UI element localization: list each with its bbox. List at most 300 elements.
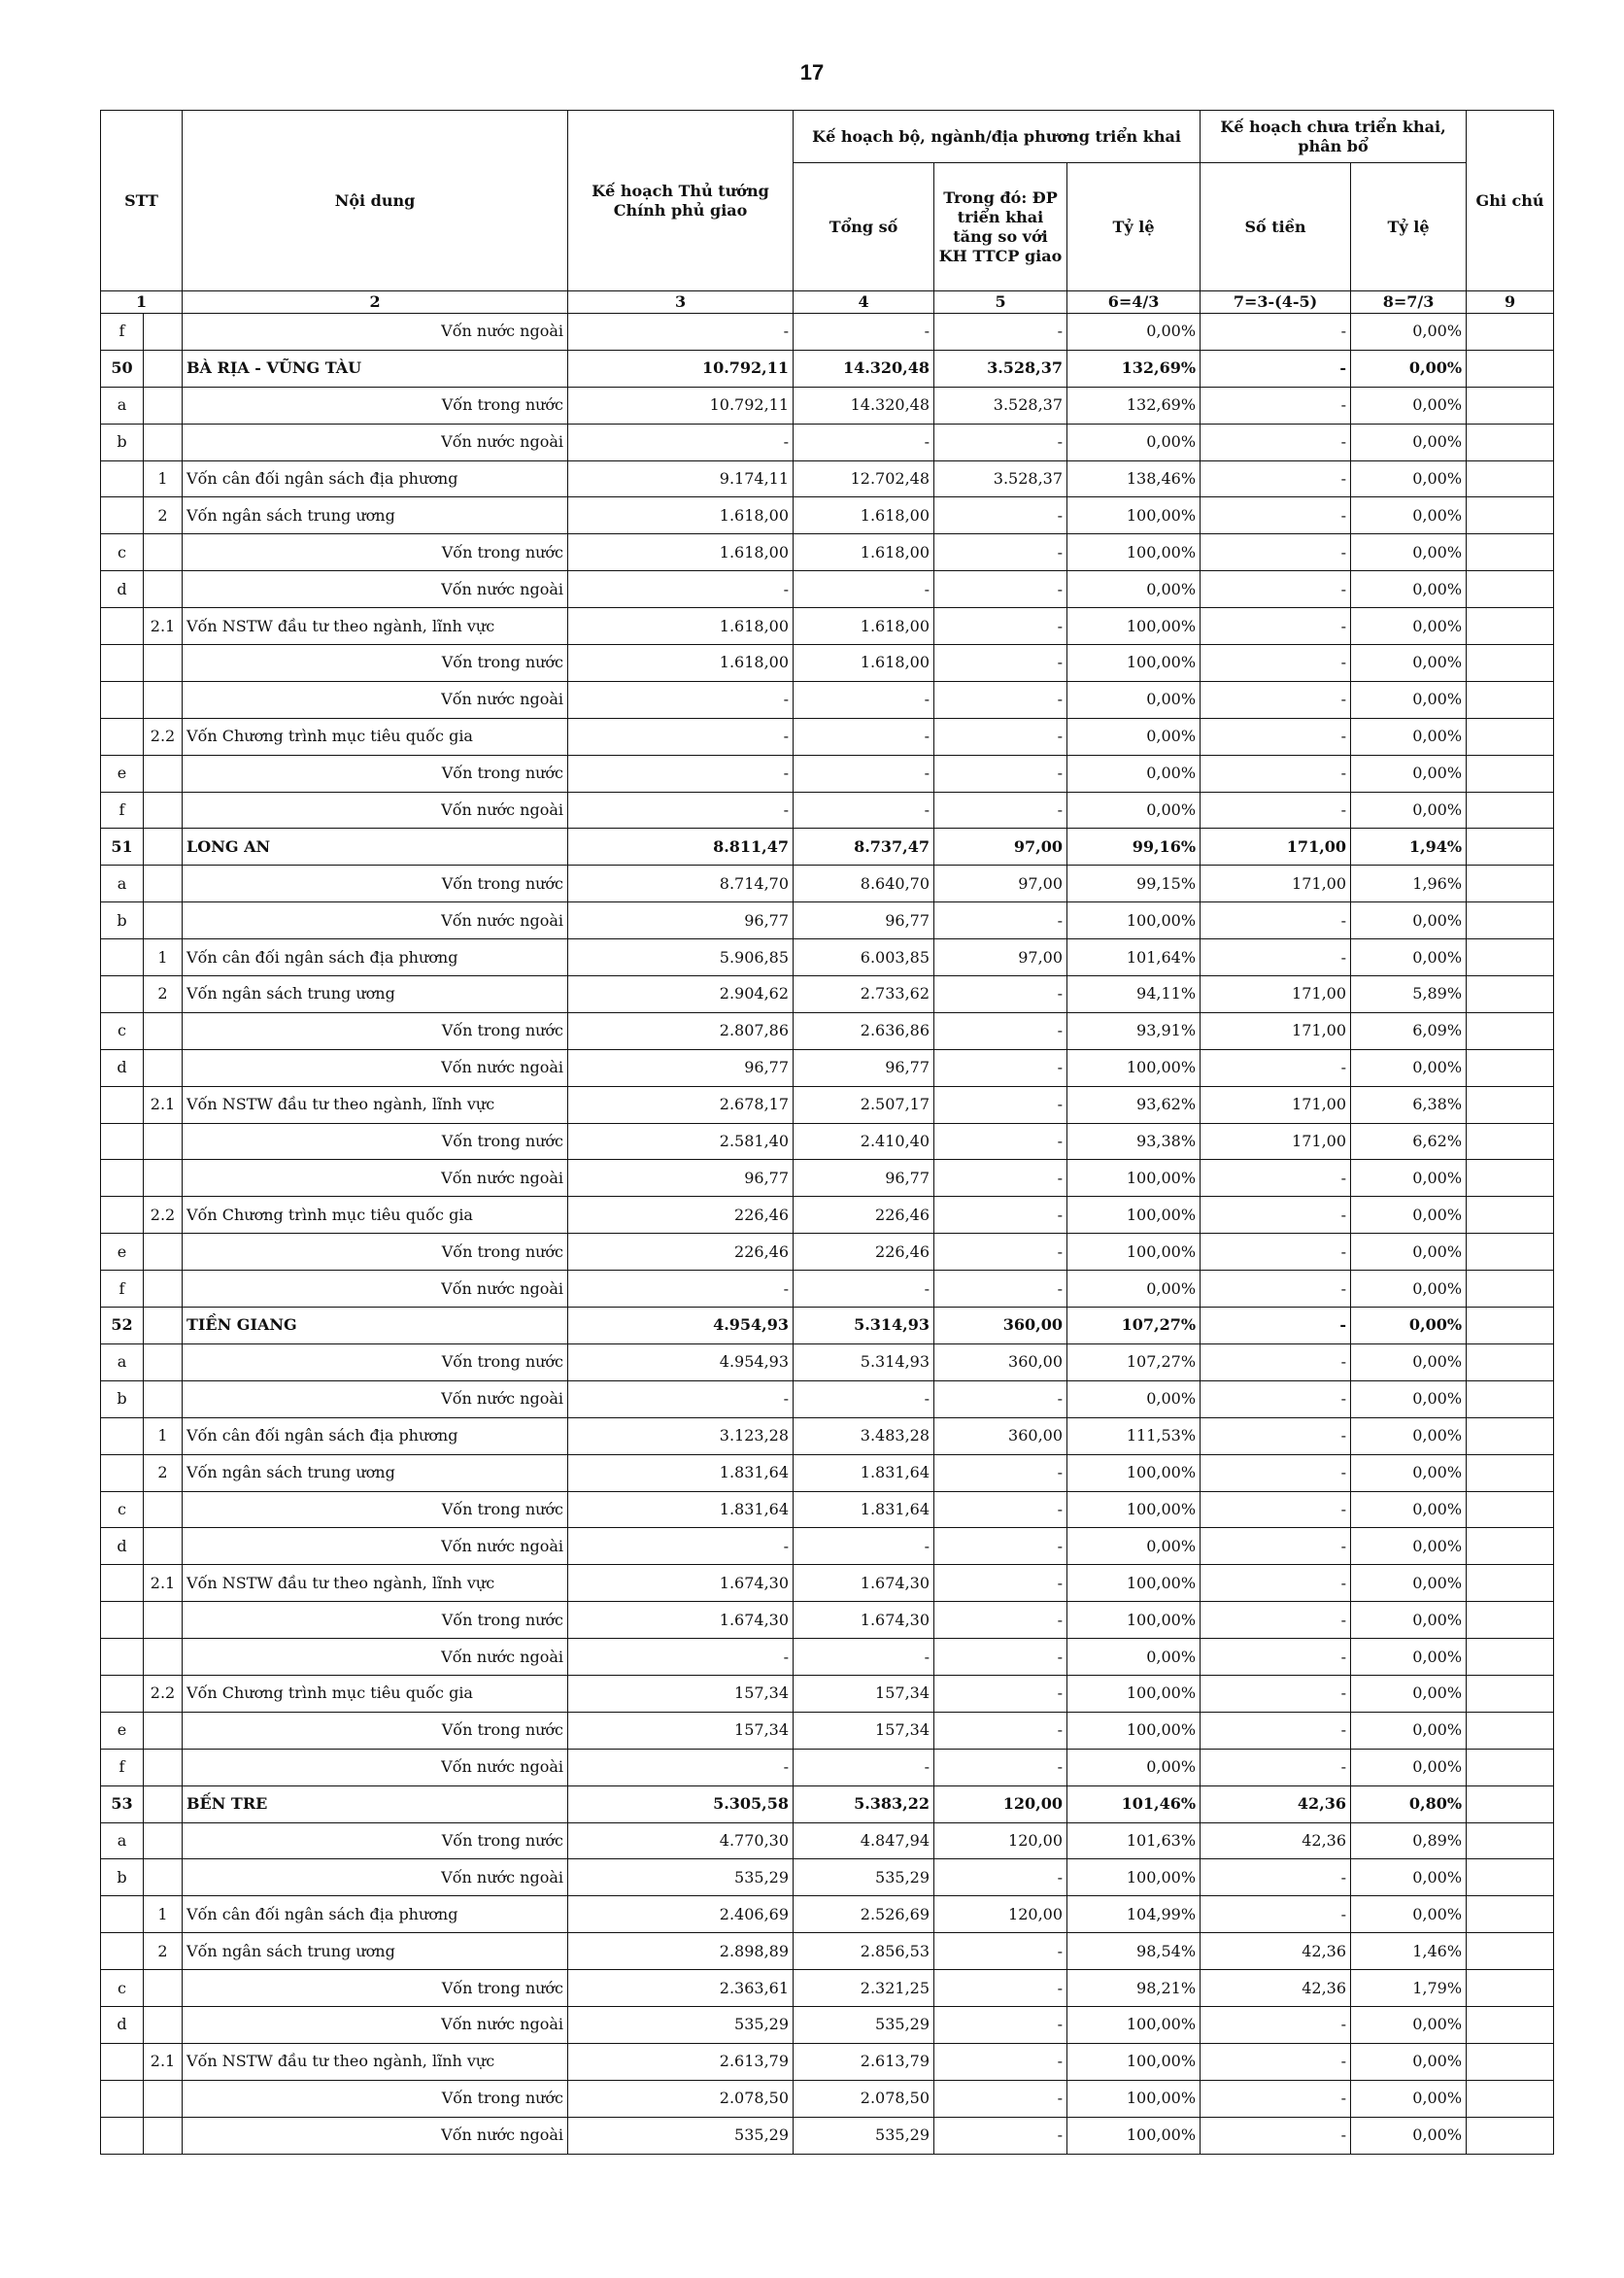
row-tong-so: 6.003,85 bbox=[794, 939, 934, 976]
row-tong-so: 3.483,28 bbox=[794, 1417, 934, 1454]
row-ty-le-2: 0,00% bbox=[1351, 314, 1467, 351]
row-stt: a bbox=[101, 1343, 144, 1380]
row-tang-so-voi-kh: - bbox=[934, 1197, 1067, 1234]
column-number-row bbox=[101, 291, 1554, 314]
row-tong-so: 2.078,50 bbox=[794, 2080, 934, 2117]
row-sub-index: 2 bbox=[144, 497, 183, 534]
row-content: Vốn Chương trình mục tiêu quốc gia bbox=[183, 1675, 568, 1712]
row-ty-le-2: 5,89% bbox=[1351, 976, 1467, 1013]
row-ty-le: 0,00% bbox=[1067, 1271, 1201, 1308]
row-tang-so-voi-kh: - bbox=[934, 1859, 1067, 1896]
row-ty-le-2: 0,00% bbox=[1351, 1271, 1467, 1308]
table-row bbox=[101, 1454, 1554, 1491]
row-ty-le-2: 0,00% bbox=[1351, 1565, 1467, 1602]
row-content: Vốn nước ngoài bbox=[183, 1749, 568, 1785]
row-tang-so-voi-kh: - bbox=[934, 1086, 1067, 1123]
row-content: Vốn ngân sách trung ương bbox=[183, 1454, 568, 1491]
row-sub-index bbox=[144, 314, 183, 351]
row-tong-so: 2.856,53 bbox=[794, 1933, 934, 1970]
row-tong-so: 2.410,40 bbox=[794, 1123, 934, 1160]
row-ty-le: 100,00% bbox=[1067, 2043, 1201, 2080]
row-ty-le-2: 1,94% bbox=[1351, 829, 1467, 866]
row-ghi-chu bbox=[1467, 497, 1554, 534]
row-tong-so: - bbox=[794, 681, 934, 718]
row-content: Vốn nước ngoài bbox=[183, 424, 568, 460]
row-ke-hoach-ttcp: 1.831,64 bbox=[568, 1491, 794, 1528]
row-sub-index bbox=[144, 866, 183, 902]
row-so-tien: - bbox=[1201, 2117, 1351, 2154]
row-sub-index bbox=[144, 387, 183, 424]
row-ghi-chu bbox=[1467, 2006, 1554, 2043]
row-stt bbox=[101, 1565, 144, 1602]
row-stt: c bbox=[101, 1491, 144, 1528]
table-row bbox=[101, 1970, 1554, 2007]
row-ty-le: 0,00% bbox=[1067, 718, 1201, 755]
row-so-tien: - bbox=[1201, 460, 1351, 497]
row-ke-hoach-ttcp: - bbox=[568, 755, 794, 792]
row-so-tien: - bbox=[1201, 2043, 1351, 2080]
row-sub-index bbox=[144, 350, 183, 387]
row-tong-so: 5.314,93 bbox=[794, 1343, 934, 1380]
row-ghi-chu bbox=[1467, 424, 1554, 460]
row-content: Vốn NSTW đầu tư theo ngành, lĩnh vực bbox=[183, 608, 568, 645]
row-ty-le: 98,54% bbox=[1067, 1933, 1201, 1970]
row-sub-index bbox=[144, 424, 183, 460]
row-tong-so: 2.507,17 bbox=[794, 1086, 934, 1123]
row-tong-so: 5.314,93 bbox=[794, 1308, 934, 1344]
row-so-tien: 171,00 bbox=[1201, 829, 1351, 866]
row-tang-so-voi-kh: - bbox=[934, 571, 1067, 608]
row-ty-le: 93,62% bbox=[1067, 1086, 1201, 1123]
row-ty-le: 100,00% bbox=[1067, 608, 1201, 645]
row-ty-le: 94,11% bbox=[1067, 976, 1201, 1013]
row-tang-so-voi-kh: 97,00 bbox=[934, 939, 1067, 976]
row-stt: f bbox=[101, 1271, 144, 1308]
row-content: Vốn trong nước bbox=[183, 866, 568, 902]
row-stt bbox=[101, 2043, 144, 2080]
province-row bbox=[101, 1308, 1554, 1344]
row-content: Vốn NSTW đầu tư theo ngành, lĩnh vực bbox=[183, 2043, 568, 2080]
row-sub-index: 2.1 bbox=[144, 1565, 183, 1602]
row-ty-le-2: 1,96% bbox=[1351, 866, 1467, 902]
row-tang-so-voi-kh: - bbox=[934, 755, 1067, 792]
row-stt: a bbox=[101, 387, 144, 424]
row-tong-so: - bbox=[794, 1528, 934, 1565]
row-stt bbox=[101, 1160, 144, 1197]
row-so-tien: - bbox=[1201, 1565, 1351, 1602]
row-ghi-chu bbox=[1467, 2117, 1554, 2154]
row-tong-so: 2.321,25 bbox=[794, 1970, 934, 2007]
row-tong-so: 5.383,22 bbox=[794, 1785, 934, 1822]
row-tang-so-voi-kh: - bbox=[934, 1712, 1067, 1749]
row-ke-hoach-ttcp: - bbox=[568, 718, 794, 755]
row-ke-hoach-ttcp: 10.792,11 bbox=[568, 350, 794, 387]
row-ke-hoach-ttcp: 1.618,00 bbox=[568, 497, 794, 534]
row-ke-hoach-ttcp: 5.305,58 bbox=[568, 1785, 794, 1822]
row-so-tien: 171,00 bbox=[1201, 1123, 1351, 1160]
row-sub-index bbox=[144, 2080, 183, 2117]
table-row bbox=[101, 792, 1554, 829]
column-number: 7=3-(4-5) bbox=[1201, 291, 1351, 314]
row-sub-index bbox=[144, 2006, 183, 2043]
row-tang-so-voi-kh: - bbox=[934, 2043, 1067, 2080]
row-tong-so: 96,77 bbox=[794, 1160, 934, 1197]
row-ghi-chu bbox=[1467, 608, 1554, 645]
row-ty-le-2: 6,09% bbox=[1351, 1012, 1467, 1049]
row-tang-so-voi-kh: 360,00 bbox=[934, 1417, 1067, 1454]
row-sub-index bbox=[144, 681, 183, 718]
row-tang-so-voi-kh: - bbox=[934, 2006, 1067, 2043]
row-tong-so: 157,34 bbox=[794, 1675, 934, 1712]
row-stt: a bbox=[101, 866, 144, 902]
row-tang-so-voi-kh: 360,00 bbox=[934, 1343, 1067, 1380]
row-ty-le-2: 6,38% bbox=[1351, 1086, 1467, 1123]
row-stt bbox=[101, 460, 144, 497]
row-stt bbox=[101, 1417, 144, 1454]
row-tang-so-voi-kh: - bbox=[934, 1160, 1067, 1197]
row-sub-index: 1 bbox=[144, 939, 183, 976]
row-sub-index bbox=[144, 1123, 183, 1160]
row-tang-so-voi-kh: - bbox=[934, 1380, 1067, 1417]
row-content: Vốn nước ngoài bbox=[183, 2117, 568, 2154]
row-content: Vốn trong nước bbox=[183, 534, 568, 571]
header-group-chua-trien-khai: Kế hoạch chưa triển khai, phân bổ bbox=[1201, 111, 1467, 163]
row-content: Vốn trong nước bbox=[183, 755, 568, 792]
row-ke-hoach-ttcp: - bbox=[568, 314, 794, 351]
row-so-tien: - bbox=[1201, 1234, 1351, 1271]
row-ke-hoach-ttcp: 226,46 bbox=[568, 1234, 794, 1271]
row-tong-so: 2.526,69 bbox=[794, 1896, 934, 1933]
row-stt bbox=[101, 608, 144, 645]
row-ty-le-2: 6,62% bbox=[1351, 1123, 1467, 1160]
table-row bbox=[101, 1160, 1554, 1197]
row-tong-so: - bbox=[794, 1749, 934, 1785]
row-tong-so: 1.618,00 bbox=[794, 497, 934, 534]
row-so-tien: - bbox=[1201, 571, 1351, 608]
row-content: Vốn nước ngoài bbox=[183, 902, 568, 939]
row-content: BÀ RỊA - VŨNG TÀU bbox=[183, 350, 568, 387]
row-ty-le-2: 0,00% bbox=[1351, 1859, 1467, 1896]
row-sub-index bbox=[144, 1234, 183, 1271]
row-tang-so-voi-kh: - bbox=[934, 314, 1067, 351]
row-ghi-chu bbox=[1467, 1896, 1554, 1933]
table-row bbox=[101, 314, 1554, 351]
row-ty-le-2: 0,80% bbox=[1351, 1785, 1467, 1822]
row-ghi-chu bbox=[1467, 1822, 1554, 1859]
row-so-tien: - bbox=[1201, 1602, 1351, 1639]
row-stt: d bbox=[101, 1049, 144, 1086]
row-tong-so: 1.618,00 bbox=[794, 534, 934, 571]
row-stt: f bbox=[101, 1749, 144, 1785]
row-ty-le-2: 0,00% bbox=[1351, 645, 1467, 682]
row-ke-hoach-ttcp: - bbox=[568, 1639, 794, 1676]
row-so-tien: - bbox=[1201, 608, 1351, 645]
row-so-tien: - bbox=[1201, 939, 1351, 976]
row-ty-le: 0,00% bbox=[1067, 424, 1201, 460]
row-ty-le: 100,00% bbox=[1067, 1197, 1201, 1234]
row-sub-index: 2 bbox=[144, 1454, 183, 1491]
row-ty-le-2: 0,00% bbox=[1351, 571, 1467, 608]
row-tong-so: 96,77 bbox=[794, 902, 934, 939]
row-ke-hoach-ttcp: 226,46 bbox=[568, 1197, 794, 1234]
row-tong-so: - bbox=[794, 1639, 934, 1676]
row-ke-hoach-ttcp: 4.954,93 bbox=[568, 1343, 794, 1380]
row-ghi-chu bbox=[1467, 902, 1554, 939]
row-ty-le-2: 0,00% bbox=[1351, 1896, 1467, 1933]
row-content: Vốn nước ngoài bbox=[183, 314, 568, 351]
row-sub-index bbox=[144, 1528, 183, 1565]
row-stt bbox=[101, 2117, 144, 2154]
row-ghi-chu bbox=[1467, 1086, 1554, 1123]
row-stt bbox=[101, 1896, 144, 1933]
row-stt: 50 bbox=[101, 350, 144, 387]
row-ke-hoach-ttcp: 535,29 bbox=[568, 2006, 794, 2043]
table-body bbox=[101, 314, 1554, 2155]
row-ke-hoach-ttcp: 2.363,61 bbox=[568, 1970, 794, 2007]
row-tang-so-voi-kh: 3.528,37 bbox=[934, 460, 1067, 497]
row-tong-so: 1.831,64 bbox=[794, 1491, 934, 1528]
row-ke-hoach-ttcp: 1.831,64 bbox=[568, 1454, 794, 1491]
row-tong-so: 1.618,00 bbox=[794, 645, 934, 682]
row-sub-index bbox=[144, 571, 183, 608]
row-sub-index: 2.2 bbox=[144, 1675, 183, 1712]
table-row bbox=[101, 1234, 1554, 1271]
table-row bbox=[101, 571, 1554, 608]
row-tang-so-voi-kh: - bbox=[934, 792, 1067, 829]
row-ke-hoach-ttcp: 1.674,30 bbox=[568, 1602, 794, 1639]
row-stt bbox=[101, 1675, 144, 1712]
row-tong-so: 226,46 bbox=[794, 1234, 934, 1271]
row-tong-so: 8.737,47 bbox=[794, 829, 934, 866]
row-so-tien: - bbox=[1201, 387, 1351, 424]
row-tang-so-voi-kh: - bbox=[934, 902, 1067, 939]
row-so-tien: - bbox=[1201, 497, 1351, 534]
row-ke-hoach-ttcp: 2.078,50 bbox=[568, 2080, 794, 2117]
row-stt: 52 bbox=[101, 1308, 144, 1344]
row-ghi-chu bbox=[1467, 1785, 1554, 1822]
row-so-tien: - bbox=[1201, 1528, 1351, 1565]
row-content: Vốn nước ngoài bbox=[183, 681, 568, 718]
row-ghi-chu bbox=[1467, 1491, 1554, 1528]
table-row bbox=[101, 1380, 1554, 1417]
row-sub-index bbox=[144, 1343, 183, 1380]
row-ke-hoach-ttcp: 1.674,30 bbox=[568, 1565, 794, 1602]
row-so-tien: - bbox=[1201, 1308, 1351, 1344]
table-row bbox=[101, 1417, 1554, 1454]
row-sub-index bbox=[144, 1785, 183, 1822]
row-stt bbox=[101, 681, 144, 718]
row-tong-so: 535,29 bbox=[794, 2117, 934, 2154]
row-content: Vốn trong nước bbox=[183, 645, 568, 682]
table-row bbox=[101, 1639, 1554, 1676]
row-sub-index bbox=[144, 2117, 183, 2154]
row-ty-le: 93,38% bbox=[1067, 1123, 1201, 1160]
row-content: Vốn NSTW đầu tư theo ngành, lĩnh vực bbox=[183, 1086, 568, 1123]
row-tang-so-voi-kh: - bbox=[934, 1602, 1067, 1639]
row-stt bbox=[101, 2080, 144, 2117]
row-so-tien: - bbox=[1201, 1491, 1351, 1528]
row-ty-le-2: 0,00% bbox=[1351, 681, 1467, 718]
row-sub-index bbox=[144, 829, 183, 866]
row-stt: b bbox=[101, 1859, 144, 1896]
row-stt bbox=[101, 1602, 144, 1639]
row-tong-so: 226,46 bbox=[794, 1197, 934, 1234]
row-ghi-chu bbox=[1467, 534, 1554, 571]
row-stt: b bbox=[101, 902, 144, 939]
row-sub-index: 1 bbox=[144, 1417, 183, 1454]
row-tang-so-voi-kh: 97,00 bbox=[934, 829, 1067, 866]
row-sub-index: 2.1 bbox=[144, 608, 183, 645]
row-tang-so-voi-kh: - bbox=[934, 1271, 1067, 1308]
row-tong-so: 535,29 bbox=[794, 1859, 934, 1896]
row-stt bbox=[101, 645, 144, 682]
table-row bbox=[101, 718, 1554, 755]
row-ty-le-2: 0,00% bbox=[1351, 2006, 1467, 2043]
row-so-tien: - bbox=[1201, 1749, 1351, 1785]
row-so-tien: 171,00 bbox=[1201, 976, 1351, 1013]
row-tang-so-voi-kh: 120,00 bbox=[934, 1822, 1067, 1859]
row-tang-so-voi-kh: - bbox=[934, 1970, 1067, 2007]
row-ke-hoach-ttcp: 535,29 bbox=[568, 2117, 794, 2154]
row-content: TIỀN GIANG bbox=[183, 1308, 568, 1344]
row-ghi-chu bbox=[1467, 976, 1554, 1013]
row-content: Vốn trong nước bbox=[183, 1712, 568, 1749]
row-ke-hoach-ttcp: 535,29 bbox=[568, 1859, 794, 1896]
row-content: Vốn cân đối ngân sách địa phương bbox=[183, 939, 568, 976]
table-row bbox=[101, 2006, 1554, 2043]
row-so-tien: 171,00 bbox=[1201, 1086, 1351, 1123]
row-content: Vốn trong nước bbox=[183, 1970, 568, 2007]
province-row bbox=[101, 1785, 1554, 1822]
row-tang-so-voi-kh: - bbox=[934, 645, 1067, 682]
row-ty-le: 100,00% bbox=[1067, 1565, 1201, 1602]
row-ty-le-2: 0,00% bbox=[1351, 1308, 1467, 1344]
row-stt bbox=[101, 497, 144, 534]
row-ty-le: 100,00% bbox=[1067, 534, 1201, 571]
row-sub-index: 2.1 bbox=[144, 1086, 183, 1123]
row-ty-le: 100,00% bbox=[1067, 1675, 1201, 1712]
row-stt: 53 bbox=[101, 1785, 144, 1822]
row-ke-hoach-ttcp: 4.770,30 bbox=[568, 1822, 794, 1859]
row-ty-le-2: 0,00% bbox=[1351, 460, 1467, 497]
row-ty-le-2: 0,00% bbox=[1351, 2043, 1467, 2080]
row-ke-hoach-ttcp: - bbox=[568, 424, 794, 460]
row-ty-le: 132,69% bbox=[1067, 350, 1201, 387]
row-tong-so: 2.733,62 bbox=[794, 976, 934, 1013]
row-ghi-chu bbox=[1467, 718, 1554, 755]
row-stt bbox=[101, 1197, 144, 1234]
row-tang-so-voi-kh: - bbox=[934, 534, 1067, 571]
row-ghi-chu bbox=[1467, 2043, 1554, 2080]
row-ty-le-2: 0,89% bbox=[1351, 1822, 1467, 1859]
row-sub-index: 2 bbox=[144, 1933, 183, 1970]
row-tong-so: - bbox=[794, 718, 934, 755]
row-sub-index bbox=[144, 1049, 183, 1086]
row-sub-index: 1 bbox=[144, 1896, 183, 1933]
row-ty-le-2: 1,79% bbox=[1351, 1970, 1467, 2007]
row-content: Vốn cân đối ngân sách địa phương bbox=[183, 1896, 568, 1933]
row-ke-hoach-ttcp: - bbox=[568, 1380, 794, 1417]
row-ghi-chu bbox=[1467, 1123, 1554, 1160]
header-ke-hoach-ttcp: Kế hoạch Thủ tướng Chính phủ giao bbox=[568, 111, 794, 291]
row-sub-index bbox=[144, 1859, 183, 1896]
row-tang-so-voi-kh: - bbox=[934, 1123, 1067, 1160]
column-number: 4 bbox=[794, 291, 934, 314]
row-so-tien: - bbox=[1201, 645, 1351, 682]
row-tong-so: 1.674,30 bbox=[794, 1602, 934, 1639]
row-ty-le-2: 0,00% bbox=[1351, 1749, 1467, 1785]
row-content: Vốn trong nước bbox=[183, 1123, 568, 1160]
row-ty-le: 100,00% bbox=[1067, 2006, 1201, 2043]
row-content: Vốn nước ngoài bbox=[183, 2006, 568, 2043]
table-row bbox=[101, 2080, 1554, 2117]
row-so-tien: - bbox=[1201, 681, 1351, 718]
row-content: Vốn ngân sách trung ương bbox=[183, 1933, 568, 1970]
table-row bbox=[101, 902, 1554, 939]
row-ke-hoach-ttcp: 96,77 bbox=[568, 902, 794, 939]
row-ghi-chu bbox=[1467, 792, 1554, 829]
table-row bbox=[101, 608, 1554, 645]
row-ghi-chu bbox=[1467, 1012, 1554, 1049]
table-row bbox=[101, 1859, 1554, 1896]
row-ke-hoach-ttcp: 2.678,17 bbox=[568, 1086, 794, 1123]
row-tang-so-voi-kh: - bbox=[934, 1749, 1067, 1785]
header-trong-do: Trong đó: ĐP triển khai tăng so với KH TTCP giao bbox=[934, 163, 1067, 291]
row-ty-le: 0,00% bbox=[1067, 314, 1201, 351]
column-number: 3 bbox=[568, 291, 794, 314]
row-sub-index bbox=[144, 534, 183, 571]
row-so-tien: - bbox=[1201, 1639, 1351, 1676]
row-stt: e bbox=[101, 1234, 144, 1271]
table-row bbox=[101, 939, 1554, 976]
row-content: Vốn Chương trình mục tiêu quốc gia bbox=[183, 1197, 568, 1234]
row-stt bbox=[101, 976, 144, 1013]
row-ty-le: 100,00% bbox=[1067, 1049, 1201, 1086]
page-number: 17 bbox=[799, 60, 825, 85]
row-ke-hoach-ttcp: 2.807,86 bbox=[568, 1012, 794, 1049]
row-tong-so: 1.831,64 bbox=[794, 1454, 934, 1491]
row-ty-le: 99,15% bbox=[1067, 866, 1201, 902]
row-tang-so-voi-kh: - bbox=[934, 1933, 1067, 1970]
row-tong-so: 2.636,86 bbox=[794, 1012, 934, 1049]
row-tang-so-voi-kh: 360,00 bbox=[934, 1308, 1067, 1344]
row-ty-le-2: 0,00% bbox=[1351, 1234, 1467, 1271]
row-content: Vốn trong nước bbox=[183, 1343, 568, 1380]
row-ty-le: 100,00% bbox=[1067, 1491, 1201, 1528]
row-tang-so-voi-kh: 120,00 bbox=[934, 1896, 1067, 1933]
row-stt: f bbox=[101, 792, 144, 829]
row-ty-le-2: 0,00% bbox=[1351, 1639, 1467, 1676]
row-ghi-chu bbox=[1467, 1675, 1554, 1712]
row-ghi-chu bbox=[1467, 755, 1554, 792]
row-so-tien: - bbox=[1201, 2006, 1351, 2043]
column-number: 2 bbox=[183, 291, 568, 314]
row-ghi-chu bbox=[1467, 350, 1554, 387]
row-ghi-chu bbox=[1467, 829, 1554, 866]
header-ty-le: Tỷ lệ bbox=[1067, 163, 1201, 291]
row-sub-index: 2.2 bbox=[144, 1197, 183, 1234]
row-so-tien: - bbox=[1201, 1160, 1351, 1197]
row-ghi-chu bbox=[1467, 866, 1554, 902]
row-sub-index bbox=[144, 1308, 183, 1344]
row-sub-index bbox=[144, 1491, 183, 1528]
table-row bbox=[101, 866, 1554, 902]
table-row bbox=[101, 534, 1554, 571]
row-so-tien: - bbox=[1201, 1343, 1351, 1380]
row-tang-so-voi-kh: 3.528,37 bbox=[934, 387, 1067, 424]
row-ghi-chu bbox=[1467, 387, 1554, 424]
row-ty-le: 100,00% bbox=[1067, 1454, 1201, 1491]
